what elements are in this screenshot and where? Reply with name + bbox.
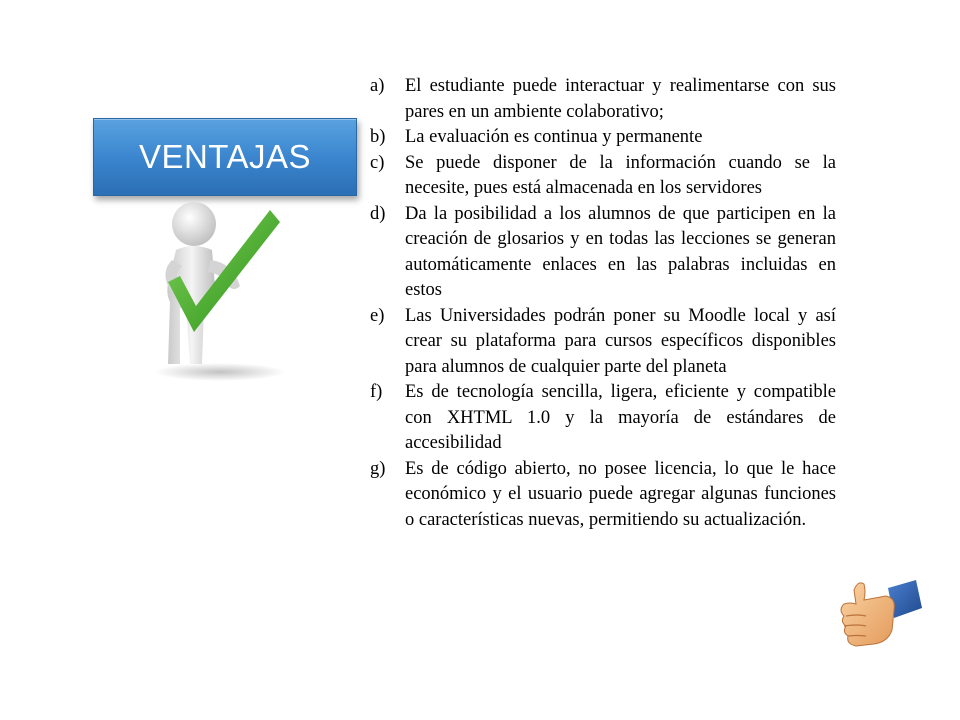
list-item-text: Se puede disponer de la información cuando se la necesite, pues está almacenada en los servidores (405, 152, 836, 198)
list-item-text: Es de tecnología sencilla, ligera, eficiente y compatible con XHTML 1.0 y la mayoría de estándares de accesibilidad (405, 382, 836, 453)
list-marker: g) (370, 458, 386, 479)
list-item (370, 151, 836, 202)
list-item (370, 457, 836, 534)
person-with-checkmark-icon (150, 198, 290, 384)
list-marker: b) (370, 127, 386, 147)
list-item-text: La evaluación es continua y permanente (405, 127, 703, 147)
list-marker: c) (370, 152, 385, 173)
list-item-text: Es de código abierto, no posee licencia, lo que le hace económico y el usuario puede agregar algunas funciones o características nuevas, permitiendo su actualización. (405, 458, 836, 530)
title-box (93, 118, 357, 196)
thumbs-up-icon (836, 578, 922, 652)
list-item (370, 304, 836, 381)
advantages-list (370, 74, 836, 533)
list-item-text: Da la posibilidad a los alumnos de que participen en la creación de glosarios y en todas las lecciones se generan automáticamente enlaces en las palabras incluidas en estos (405, 203, 836, 300)
list-item (370, 380, 836, 457)
slide-title: VENTAJAS (138, 138, 312, 175)
list-marker: d) (370, 203, 386, 224)
list-marker: a) (370, 76, 385, 96)
list-item (370, 202, 836, 304)
list-item-text: El estudiante puede interactuar y realimentarse con sus pares en un ambiente colaborativo; (405, 76, 836, 122)
list-marker: f) (370, 382, 383, 402)
list-item (370, 74, 836, 125)
list-item (370, 125, 836, 151)
list-marker: e) (370, 305, 385, 326)
list-item-text: Las Universidades podrán poner su Moodle local y así crear su plataforma para cursos específicos disponibles para alumnos de cualquier parte del planeta (405, 305, 836, 377)
